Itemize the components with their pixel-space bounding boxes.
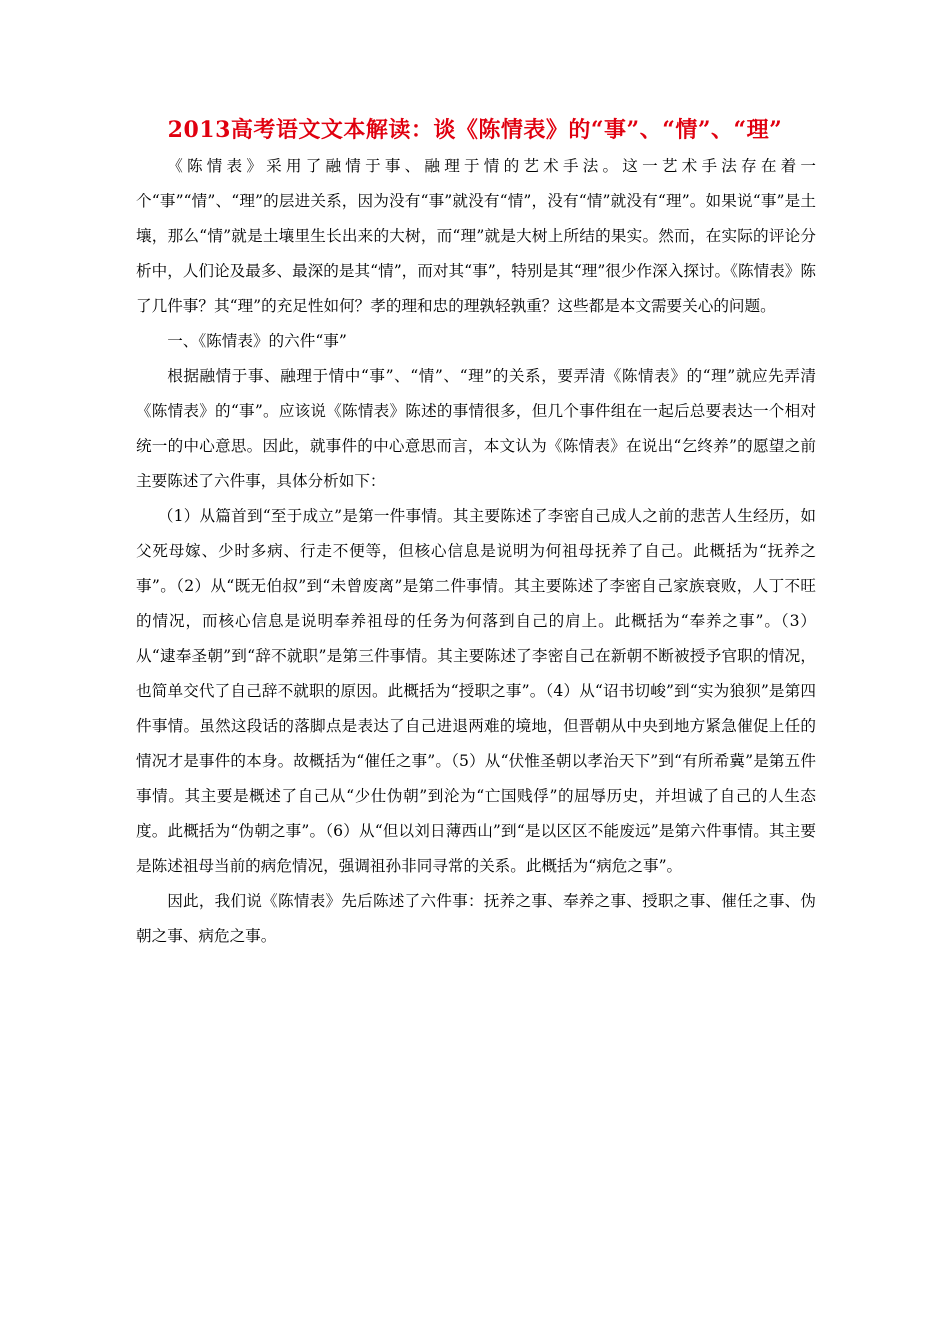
document-title: 2013高考语文文本解读：谈《陈情表》的“事”、“情”、“理” [167,117,783,143]
paragraph-intro: 《陈情表》采用了融情于事、融理于情的艺术手法。这一艺术手法存在着一个“事”“情”、“理”的层进关系，因为没有“事”就没有“情”，没有“情”就没有“理”。如果说“事”是土壤，那么“情”就是土壤里生长出来的大树，而“理”就是大树上所结的果实。然而，在实际的评论分析中，人们论及最多、最深的是其“情”，而对其“事”，特别是其“理”很少作深入探讨。《陈情表》陈了几件事？其“理”的充足性如何？孝的理和忠的理孰轻孰重？这些都是本文需要关心的问题。 [136,157,816,315]
paragraph-conclusion: 因此，我们说《陈情表》先后陈述了六件事：抚养之事、奉养之事、授职之事、催任之事、伪朝之事、病危之事。 [136,892,816,945]
document-body [136,149,816,954]
section-heading: 一、《陈情表》的六件“事” [167,332,347,350]
paragraph-six-events: （1）从篇首到“至于成立”是第一件事情。其主要陈述了李密自己成人之前的悲苦人生经历，如父死母嫁、少时多病、行走不便等，但核心信息是说明为何祖母抚养了自己。此概括为“抚养之事”。（2）从“既无伯叔”到“未曾废离”是第二件事情。其主要陈述了李密自己家族衰败，人丁不旺的情况，而核心信息是说明奉养祖母的任务为何落到自己的肩上。此概括为“奉养之事”。（3）从“逮奉圣朝”到“辞不就职”是第三件事情。其主要陈述了李密自己在新朝不断被授予官职的情况，也简单交代了自己辞不就职的原因。此概括为“授职之事”。（4）从“诏书切峻”到“实为狼狈”是第四件事情。虽然这段话的落脚点是表达了自己进退两难的境地，但晋朝从中央到地方紧急催促上任的情况才是事件的本身。故概括为“催任之事”。（5）从“伏惟圣朝以孝治天下”到“有所希冀”是第五件事情。其主要是概述了自己从“少仕伪朝”到沦为“亡国贱俘”的屈辱历史，并坦诚了自己的人生态度。此概括为“伪朝之事”。（6）从“但以刘日薄西山”到“是以区区不能废远”是第六件事情。其主要是陈述祖母当前的病危情况，强调祖孙非同寻常的关系。此概括为“病危之事”。 [136,507,816,875]
paragraph-relationship: 根据融情于事、融理于情中“事”、“情”、“理”的关系，要弄清《陈情表》的“理”就应先弄清《陈情表》的“事”。应该说《陈情表》陈述的事情很多，但几个事件组在一起后总要表达一个相对统一的中心意思。因此，就事件的中心意思而言，本文认为《陈情表》在说出“乞终养”的愿望之前主要陈述了六件事，具体分析如下： [136,367,816,490]
